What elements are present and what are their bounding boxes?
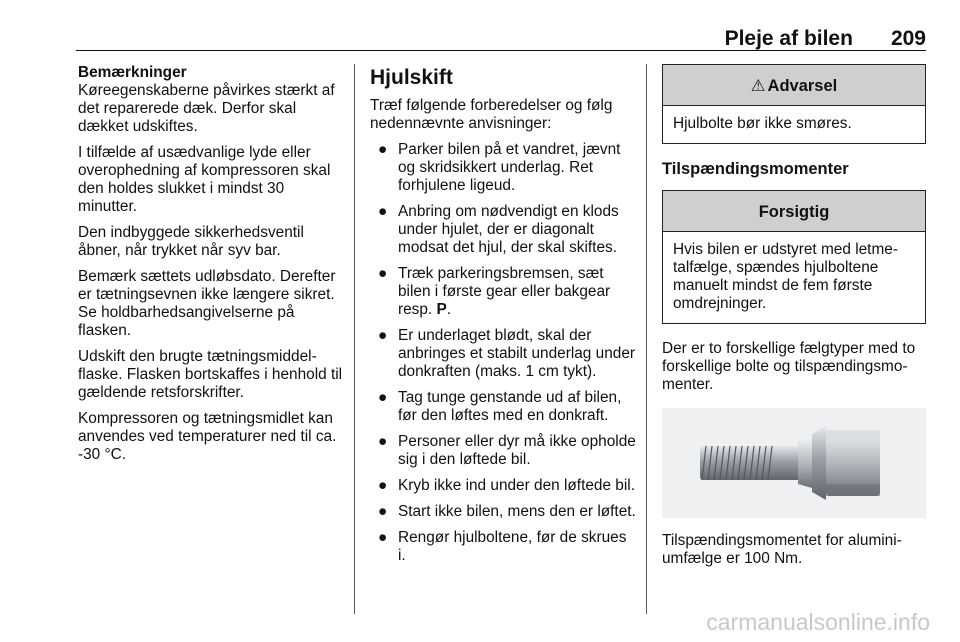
warning-triangle-icon: ⚠	[750, 77, 766, 95]
notes-paragraph-4: Bemærk sættets udløbsdato. Derefter er tætningsevnen ikke længere sikret. Se holdbarhedsangivelserne på flasken.	[78, 268, 336, 339]
column-divider-2	[646, 64, 647, 614]
warning-title: Advarsel	[767, 77, 838, 95]
warning-text: Hjulbolte bør ikke smøres.	[673, 115, 852, 132]
notes-paragraph-5: Udskift den brugte tætningsmiddelflaske. Flasken bortskaffes i henhold til gældende retsforskrifter.	[78, 348, 343, 401]
caution-title: Forsigtig	[663, 191, 925, 232]
column-divider-1	[354, 64, 355, 614]
notes-heading: Bemærkninger	[78, 64, 187, 81]
warning-box-header	[663, 65, 925, 106]
rim-types-paragraph: Der er to forskellige fælgtyper med to forskellige bolte og tilspændingsmomenter.	[662, 340, 916, 393]
torque-caption: Tilspændingsmomentet for aluminiumfælge er 100 Nm.	[662, 532, 902, 567]
page-number: 209	[890, 27, 926, 50]
list-item: ● Personer eller dyr må ikke opholde sig i den løftede bil.	[378, 433, 636, 468]
caution-box	[662, 190, 926, 324]
caution-text: Hvis bilen er udstyret med letmetalfælge, spændes hjulboltene manuelt mindst de fem første omdrejninger.	[673, 241, 898, 312]
column-2	[370, 64, 636, 573]
list-item: ● Træk parkeringsbremsen, sæt bilen i første gear eller bakgear resp. P.	[378, 265, 611, 318]
watermark: carmanualsonline.info	[706, 609, 930, 635]
wheel-change-list	[370, 141, 636, 565]
warning-box	[662, 64, 926, 144]
wheel-change-intro: Træf følgende forberedelser og følg nedennævnte anvisninger:	[370, 97, 613, 132]
torque-heading: Tilspændingsmomenter	[662, 160, 849, 178]
list-item: ● Anbring om nødvendigt en klods under hjulet, der er diagonalt modsat det hjul, der skal skiftes.	[378, 203, 619, 256]
notes-paragraph-2: I tilfælde af usædvanlige lyde eller overophedning af kompressoren skal den holdes slukket i mindst 30 minutter.	[78, 144, 331, 215]
notes-paragraph-3: Den indbyggede sikkerhedsventil åbner, når trykket når syv bar.	[78, 224, 304, 259]
wheel-bolt-illustration	[662, 408, 926, 518]
notes-paragraph-6: Kompressoren og tætningsmidlet kan anvendes ved temperaturer ned til ca. -30 °C.	[78, 410, 337, 463]
notes-paragraph-1: Køreegenskaberne påvirkes stærkt af det reparerede dæk. Derfor skal dækket udskiftes.	[78, 82, 335, 135]
list-item: ● Parker bilen på et vandret, jævnt og skridsikkert underlag. Ret forhjulene ligeud.	[378, 141, 621, 194]
list-item: ● Start ikke bilen, mens den er løftet.	[378, 503, 636, 520]
gear-p-symbol: P	[436, 301, 447, 318]
list-item: ● Er underlaget blødt, skal der anbringes et stabilt underlag under donkraften (maks. 1 cm tykt).	[378, 327, 636, 380]
column-3	[662, 64, 928, 576]
page-title: Pleje af bilen	[724, 27, 853, 50]
list-item: ● Kryb ikke ind under den løftede bil.	[378, 477, 635, 494]
list-item: ● Rengør hjulboltene, før de skrues i.	[378, 529, 627, 564]
header-rule	[76, 50, 926, 51]
list-item: ● Tag tunge genstande ud af bilen, før den løftes med en donkraft.	[378, 389, 622, 424]
wheel-change-heading: Hjulskift	[370, 66, 453, 89]
column-1	[78, 64, 346, 472]
wheel-bolt-icon	[662, 408, 926, 518]
